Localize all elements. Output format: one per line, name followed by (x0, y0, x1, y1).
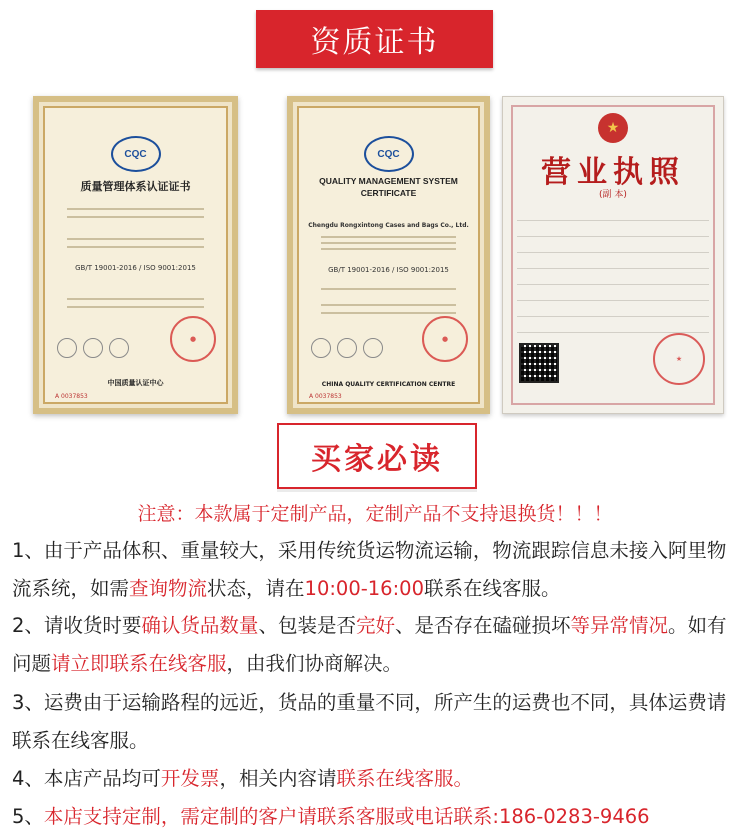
text-line (67, 298, 204, 300)
note-highlight: 联系在线客服。 (336, 767, 473, 790)
note-text: ，相关内容请 (219, 767, 337, 790)
qr-code-icon (519, 343, 559, 383)
cqc-logo: CQC (364, 136, 414, 172)
note-text: 3、运费由于运输路程的远近，货品的重量不同，所产生的运费也不同，具体运费请联系在线客服。 (12, 691, 727, 752)
license-title: 营业执照 (541, 155, 685, 190)
license-row (517, 289, 709, 301)
issuer-name: 中国质量认证中心 (107, 379, 164, 387)
note-text: 4、本店产品均可 (12, 767, 161, 790)
text-line (321, 248, 456, 250)
cnas-logo (83, 338, 103, 358)
note-text: 状态，请在 (207, 577, 305, 600)
certificate-serial: A 0037853 (55, 393, 88, 400)
iaf-logo (311, 338, 331, 358)
note-highlight: 完好 (355, 614, 395, 637)
note-text: 。如有问题 (12, 614, 727, 675)
note-highlight: 等异常情况 (570, 614, 668, 637)
note-item-3 (12, 684, 742, 760)
license-row (517, 257, 709, 269)
issuer-name: CHINA QUALITY CERTIFICATION CENTRE (321, 381, 456, 388)
note-text: 联系在线客服。 (423, 577, 561, 600)
note-item-5 (12, 798, 742, 836)
must-read-title: 买家必读 (311, 442, 443, 477)
license-row (517, 321, 709, 333)
text-line (67, 246, 204, 248)
note-highlight: 开发票 (160, 767, 220, 790)
note-text: 2、请收货时要 (12, 614, 142, 637)
note-highlight: 查询物流 (129, 577, 208, 600)
note-text: 、是否存在磕碰损坏 (394, 614, 571, 637)
text-line (321, 288, 456, 290)
text-line (67, 216, 204, 218)
note-item-2 (12, 607, 742, 683)
certificate-company: Chengdu Rongxintong Cases and Bags Co., Ltd. (308, 222, 469, 229)
text-line (321, 304, 456, 306)
license-row (517, 241, 709, 253)
accreditation-logos (311, 338, 383, 358)
accreditation-logos (57, 338, 129, 358)
quality-certificate-chinese (33, 96, 238, 414)
certificate-standard: GB/T 19001-2016 / ISO 9001:2015 (75, 264, 196, 272)
note-text: ，由我们协商解决。 (226, 652, 403, 675)
red-seal-icon: ★ (653, 333, 705, 385)
note-item-4 (12, 760, 742, 798)
cqc-logo: CQC (111, 136, 161, 172)
section-title-banner (256, 10, 493, 68)
note-highlight: 10:00-16:00 (304, 577, 424, 600)
license-subtitle: (副 本) (599, 190, 627, 200)
must-read-box (277, 423, 477, 489)
certificate-title-line1: QUALITY MANAGEMENT SYSTEM (319, 176, 458, 186)
business-license (502, 96, 724, 414)
note-highlight: 本店支持定制，需定制的客户请联系客服或电话联系:186-0283-9466 (43, 805, 650, 828)
certificate-title-line2: CERTIFICATE (360, 188, 417, 198)
iqnet-logo (109, 338, 129, 358)
cnas-logo (337, 338, 357, 358)
text-line (321, 312, 456, 314)
note-highlight: 请立即联系在线客服 (51, 652, 227, 675)
red-seal-icon: ● (170, 316, 216, 362)
note-text: 5、 (12, 805, 44, 828)
note-highlight: 确认货品数量 (141, 614, 259, 637)
license-row (517, 225, 709, 237)
notice-text: 注意：本款属于定制产品，定制产品不支持退换货！！！ (137, 503, 613, 525)
iaf-logo (57, 338, 77, 358)
certificate-inner-frame (43, 106, 228, 404)
red-seal-icon: ● (422, 316, 468, 362)
note-item-1 (12, 532, 742, 608)
national-emblem-icon: ★ (598, 113, 628, 143)
certificate-inner-frame (297, 106, 480, 404)
license-row (517, 209, 709, 221)
license-row (517, 305, 709, 317)
text-line (67, 208, 204, 210)
note-text: 、包装是否 (258, 614, 356, 637)
iqnet-logo (363, 338, 383, 358)
text-line (67, 306, 204, 308)
certificate-standard: GB/T 19001-2016 / ISO 9001:2015 (328, 266, 449, 274)
text-line (67, 238, 204, 240)
quality-certificate-english (287, 96, 490, 414)
note-text: 1、由于产品体积、重量较大，采用传统货运物流运输，物流跟踪信息未接入阿里物流系统，如需 (12, 539, 727, 600)
text-line (321, 236, 456, 238)
license-row (517, 273, 709, 285)
section-title: 资质证书 (310, 25, 439, 60)
text-line (321, 242, 456, 244)
certificate-title: 质量管理体系认证证书 (80, 180, 191, 193)
certificate-serial: A 0037853 (309, 393, 342, 400)
